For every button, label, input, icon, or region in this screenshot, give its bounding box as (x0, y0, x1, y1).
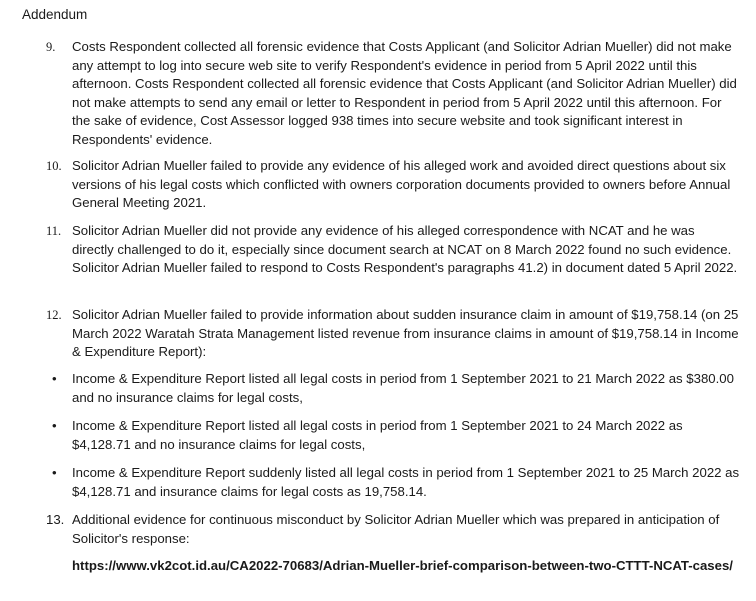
item-text: Solicitor Adrian Mueller failed to provide any evidence of his alleged work and avoided direct questions about six versions of his legal costs which conflicted with owners corporation documents provided to owners before Annual General Meeting 2021. (72, 158, 731, 211)
bullet-text: Income & Expenditure Report listed all legal costs in period from 1 September 2021 to 21 March 2022 as $380.00 and no insurance claims for legal costs, (72, 371, 734, 405)
list-item-9 (46, 38, 740, 150)
bullet-icon: • (52, 371, 57, 386)
item-text: Solicitor Adrian Mueller failed to provide information about sudden insurance claim in amount of $19,758.14 (on 25 March 2022 Waratah Strata Management listed revenue from insurance claims in amount of $19,758.14 in Income & Expenditure Report): (72, 307, 739, 360)
item-number: 11. (46, 224, 62, 238)
list-item-11 (46, 222, 740, 278)
item-number: 13. (46, 512, 65, 527)
item-text: Costs Respondent collected all forensic evidence that Costs Applicant (and Solicitor Adrian Mueller) did not make any attempt to log into secure web site to verify Respondent's evidence in period from 5 April 2022 until this afternoon. Costs Respondent collected all forensic evidence that Costs Applicant (and Solicitor Adrian Mueller) did not make attempts to send any email or letter to Respondent in period from 5 April 2022 until this afternoon. For the sake of evidence, Cost Assessor logged 938 times into secure website and took significant interest in Respondents' evidence. (72, 39, 737, 147)
bullet-text: Income & Expenditure Report suddenly listed all legal costs in period from 1 September 2021 to 25 March 2022 as $4,128.71 and insurance claims for legal costs as 19,758.14. (72, 465, 740, 499)
item-text: Solicitor Adrian Mueller did not provide any evidence of his alleged correspondence with NCAT and he was directly challenged to do it, especially since document search at NCAT on 8 March 2022 found no such evidence. Solicitor Adrian Mueller failed to respond to Costs Respondent's paragraphs 41.2) in document dated 5 April 2022. (72, 223, 738, 276)
addendum-heading: Addendum (22, 7, 88, 22)
evidence-link[interactable]: https://www.vk2cot.id.au/CA2022-70683/Adrian-Mueller-brief-comparison-between-two-CTTT-NCAT-cases/ (72, 558, 733, 573)
item-text: Additional evidence for continuous misconduct by Solicitor Adrian Mueller which was prepared in anticipation of Solicitor's response: (72, 512, 720, 546)
bullet-text: Income & Expenditure Report listed all legal costs in period from 1 September 2021 to 24 March 2022 as $4,128.71 and no insurance claims for legal costs, (72, 418, 683, 452)
bullet-icon: • (52, 418, 57, 433)
list-item-12 (46, 306, 740, 362)
bullet-item-3 (52, 464, 740, 501)
bullet-item-2 (52, 417, 740, 454)
list-item-10 (46, 157, 740, 213)
list-item-13 (46, 511, 740, 548)
bullet-icon: • (52, 465, 57, 480)
bullet-item-1 (52, 370, 740, 407)
item-number: 12. (46, 308, 62, 322)
item-number: 10. (46, 159, 62, 173)
item-number: 9. (46, 40, 56, 54)
